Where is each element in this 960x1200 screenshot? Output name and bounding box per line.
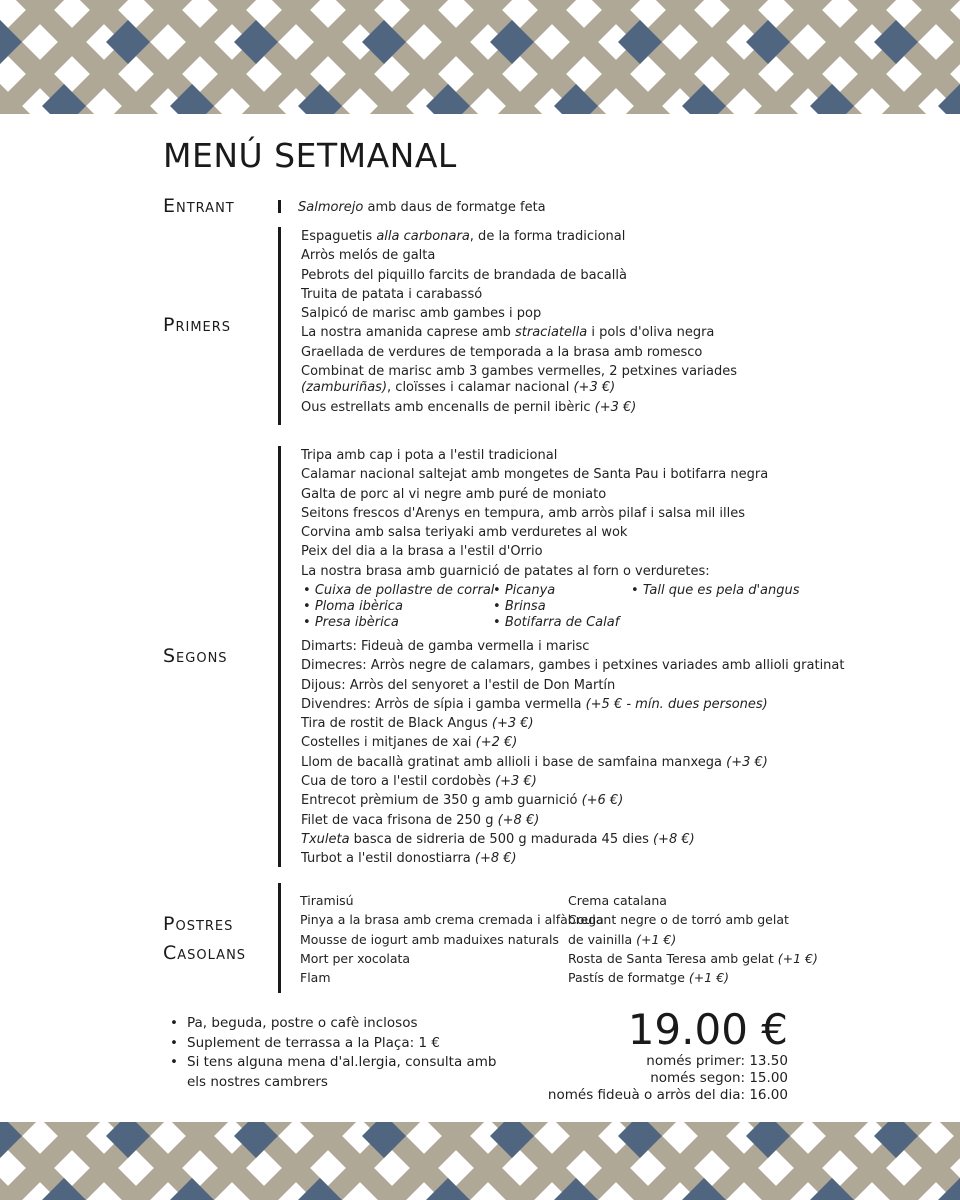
supplement-price: (+8 €) xyxy=(497,812,540,828)
supplement-price: (+1 €) xyxy=(636,931,677,947)
page-title: MENÚ SETMANAL xyxy=(163,136,457,175)
menu-item: Tira de rostit de Black Angus (+3 €) xyxy=(301,716,534,732)
menu-item: Ous estrellats amb encenalls de pernil ibèric (+3 €) xyxy=(301,400,637,416)
menu-item: Truita de patata i carabassó xyxy=(301,286,483,302)
menu-item: Arròs melós de galta xyxy=(301,248,436,264)
menu-item: La nostra amanida caprese amb straciatella i pols d'oliva negra xyxy=(301,325,715,341)
segons-list-top xyxy=(301,446,768,581)
list-item: • Presa ibèrica xyxy=(303,615,494,631)
menu-item: Mort per xocolata xyxy=(300,950,411,966)
menu-item: La nostra brasa amb guarnició de patates al forn o verduretes: xyxy=(301,563,710,579)
supplement-price: (+1 €) xyxy=(688,970,730,986)
menu-item: Cua de toro a l'estil cordobès (+3 €) xyxy=(301,774,537,790)
section-divider-bar xyxy=(278,227,281,425)
price-only-rice: només fideuà o arròs del dia: 16.00 xyxy=(547,1087,788,1103)
menu-item: Combinat de marisc amb 3 gambes vermelles, 2 petxines variades (zamburiñas), cloïsses i calamar nacional (+3 €) xyxy=(301,364,738,396)
supplement-price: (+1 €) xyxy=(777,950,818,966)
menu-item: Tripa amb cap i pota a l'estil tradicional xyxy=(301,448,558,463)
list-item: • Si tens alguna mena d'al.lergia, consulta amb els nostres cambrers xyxy=(167,1053,507,1092)
included-notes-list xyxy=(167,1014,507,1092)
diamond-pattern-graphic xyxy=(0,1122,960,1200)
segons-list-bottom xyxy=(301,637,844,869)
menu-item: Flam xyxy=(300,970,331,986)
brasa-options-col-2 xyxy=(493,583,619,631)
supplement-price: (+3 €) xyxy=(495,774,537,790)
supplement-price: (+8 €) xyxy=(474,851,517,867)
list-item: • Brinsa xyxy=(493,599,619,615)
list-item: • Botifarra de Calaf xyxy=(493,615,619,631)
menu-item: Tiramisú xyxy=(300,893,354,908)
menu-item: Txuleta basca de sidreria de 500 g madurada 45 dies (+8 €) xyxy=(301,831,695,847)
bottom-pattern-band xyxy=(0,1122,960,1200)
menu-item: Galta de porc al vi negre amb puré de moniato xyxy=(301,486,607,502)
top-pattern-band xyxy=(0,0,960,114)
menu-item: Seitons frescos d'Arenys en tempura, amb arròs pilaf i salsa mil illes xyxy=(301,505,746,521)
menu-item: Peix del dia a la brasa a l'estil d'Orrio xyxy=(301,544,543,560)
postres-col-1 xyxy=(300,891,604,987)
menu-item: Pinya a la brasa amb crema cremada i alfàbrega xyxy=(300,912,604,928)
menu-item: Corvina amb salsa teriyaki amb verduretes al wok xyxy=(301,525,628,541)
list-item: • Ploma ibèrica xyxy=(303,599,494,615)
postres-col-2 xyxy=(568,891,818,987)
section-label-segons: Segons xyxy=(163,645,228,667)
list-item: • Picanya xyxy=(493,583,619,599)
supplement-price: (+5 € - mín. dues persones) xyxy=(585,696,768,712)
menu-item: Salpicó de marisc amb gambes i pop xyxy=(301,306,542,322)
section-divider-bar xyxy=(278,883,281,993)
menu-item: Entrecot prèmium de 350 g amb guarnició (+6 €) xyxy=(301,793,624,809)
list-item: • Pa, beguda, postre o cafè inclosos xyxy=(167,1014,507,1034)
section-label-primers: Primers xyxy=(163,314,232,336)
supplement-price: (+3 €) xyxy=(573,380,616,396)
section-label-entrant: Entrant xyxy=(163,195,235,217)
price-only-second: només segon: 15.00 xyxy=(650,1070,788,1086)
menu-price: 19.00 € xyxy=(627,1005,788,1054)
list-item: • Cuixa de pollastre de corral xyxy=(303,583,494,599)
brasa-options-col-1 xyxy=(303,583,494,631)
menu-item: Coulant negre o de torró amb gelat xyxy=(568,912,789,928)
menu-item: Turbot a l'estil donostiarra (+8 €) xyxy=(301,851,517,867)
supplement-price: (+3 €) xyxy=(726,754,768,770)
supplement-price: (+8 €) xyxy=(652,831,695,847)
supplement-price: (+2 €) xyxy=(475,735,518,751)
menu-item: Rosta de Santa Teresa amb gelat (+1 €) xyxy=(568,950,818,966)
list-item: • Suplement de terrassa a la Plaça: 1 € xyxy=(167,1034,507,1054)
menu-item: Divendres: Arròs de sípia i gamba vermella (+5 € - mín. dues persones) xyxy=(301,696,768,712)
menu-item: Espaguetis alla carbonara, de la forma tradicional xyxy=(301,229,626,244)
alternative-prices xyxy=(548,1053,788,1104)
list-item: • Tall que es pela d'angus xyxy=(631,583,800,599)
menu-item: Pebrots del piquillo farcits de brandada de bacallà xyxy=(301,267,627,283)
supplement-price: (+3 €) xyxy=(491,716,534,732)
entrant-item: Salmorejo amb daus de formatge feta xyxy=(298,200,546,215)
menu-item: de vainilla (+1 €) xyxy=(568,931,677,947)
supplement-price: (+6 €) xyxy=(581,793,624,809)
section-label-postres: Postres Casolans xyxy=(163,913,247,964)
diamond-pattern-graphic xyxy=(0,0,960,114)
menu-item: Dimecres: Arròs negre de calamars, gambes i petxines variades amb allioli gratinat xyxy=(301,658,845,674)
price-only-first: només primer: 13.50 xyxy=(646,1053,788,1069)
brasa-options-col-3 xyxy=(631,583,800,599)
menu-item: Costelles i mitjanes de xai (+2 €) xyxy=(301,735,518,751)
supplement-price: (+3 €) xyxy=(594,400,637,416)
menu-item: Mousse de iogurt amb maduixes naturals xyxy=(300,931,559,947)
section-divider-bar xyxy=(278,446,281,867)
menu-item: Calamar nacional saltejat amb mongetes de Santa Pau i botifarra negra xyxy=(301,467,769,483)
menu-item: Dijous: Arròs del senyoret a l'estil de Don Martín xyxy=(301,677,616,693)
menu-item: Dimarts: Fideuà de gamba vermella i marisc xyxy=(301,639,590,654)
menu-item: Pastís de formatge (+1 €) xyxy=(568,970,730,986)
primers-list xyxy=(301,227,781,417)
menu-item: Llom de bacallà gratinat amb allioli i base de samfaina manxega (+3 €) xyxy=(301,754,768,770)
menu-item: Graellada de verdures de temporada a la brasa amb romesco xyxy=(301,344,703,360)
menu-item: Filet de vaca frisona de 250 g (+8 €) xyxy=(301,812,540,828)
section-divider-bar xyxy=(278,200,281,213)
menu-item: Crema catalana xyxy=(568,893,667,908)
